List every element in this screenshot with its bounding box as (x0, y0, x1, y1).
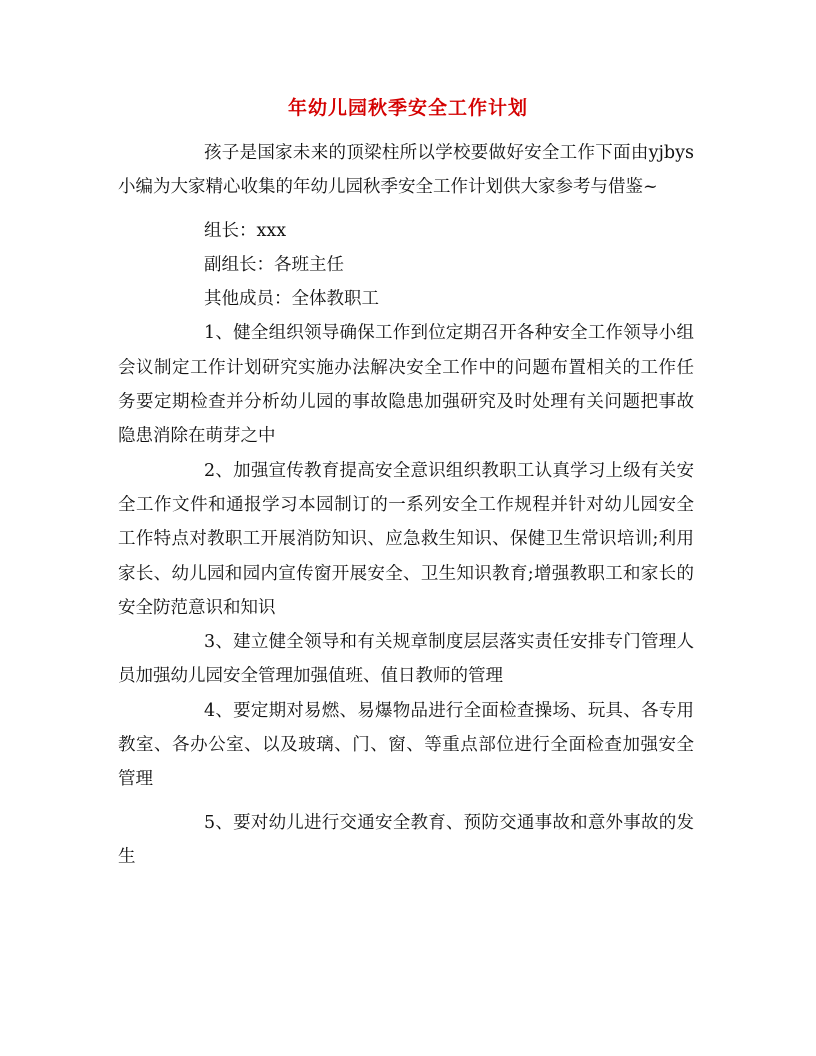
list-item: 1、健全组织领导确保工作到位定期召开各种安全工作领导小组会议制定工作计划研究实施办法解决安全工作中的问题布置相关的工作任务要定期检查并分析幼儿园的事故隐患加强研究及时处理有关问题把事故隐患消除在萌芽之中 (118, 323, 694, 447)
document-title: 年幼儿园秋季安全工作计划 (287, 97, 528, 119)
other-members-line: 其他成员：全体教职工 (204, 289, 379, 310)
list-item: 5、要对幼儿进行交通安全教育、预防交通事故和意外事故的发生 (118, 812, 694, 867)
list-item: 4、要定期对易燃、易爆物品进行全面检查操场、玩具、各专用教室、各办公室、以及玻璃、门、窗、等重点部位进行全面检查加强安全管理 (118, 700, 694, 790)
list-item: 2、加强宣传教育提高安全意识组织教职工认真学习上级有关安全工作文件和通报学习本园制订的一系列安全工作规程并针对幼儿园安全工作特点对教职工开展消防知识、应急救生知识、保健卫生常识培训;利用家长、幼儿园和园内宣传窗开展安全、卫生知识教育;增强教职工和家长的安全防范意识和知识 (118, 460, 694, 618)
list-item: 3、建立健全领导和有关规章制度层层落实责任安排专门管理人员加强幼儿园安全管理加强值班、值日教师的管理 (118, 632, 694, 687)
document-body (118, 136, 694, 874)
intro-paragraph: 孩子是国家未来的顶梁柱所以学校要做好安全工作下面由yjbys小编为大家精心收集的年幼儿园秋季安全工作计划供大家参考与借鉴~ (118, 143, 694, 198)
group-leader-line: 组长：xxx (204, 220, 287, 241)
deputy-leader-line: 副组长：各班主任 (204, 254, 344, 275)
